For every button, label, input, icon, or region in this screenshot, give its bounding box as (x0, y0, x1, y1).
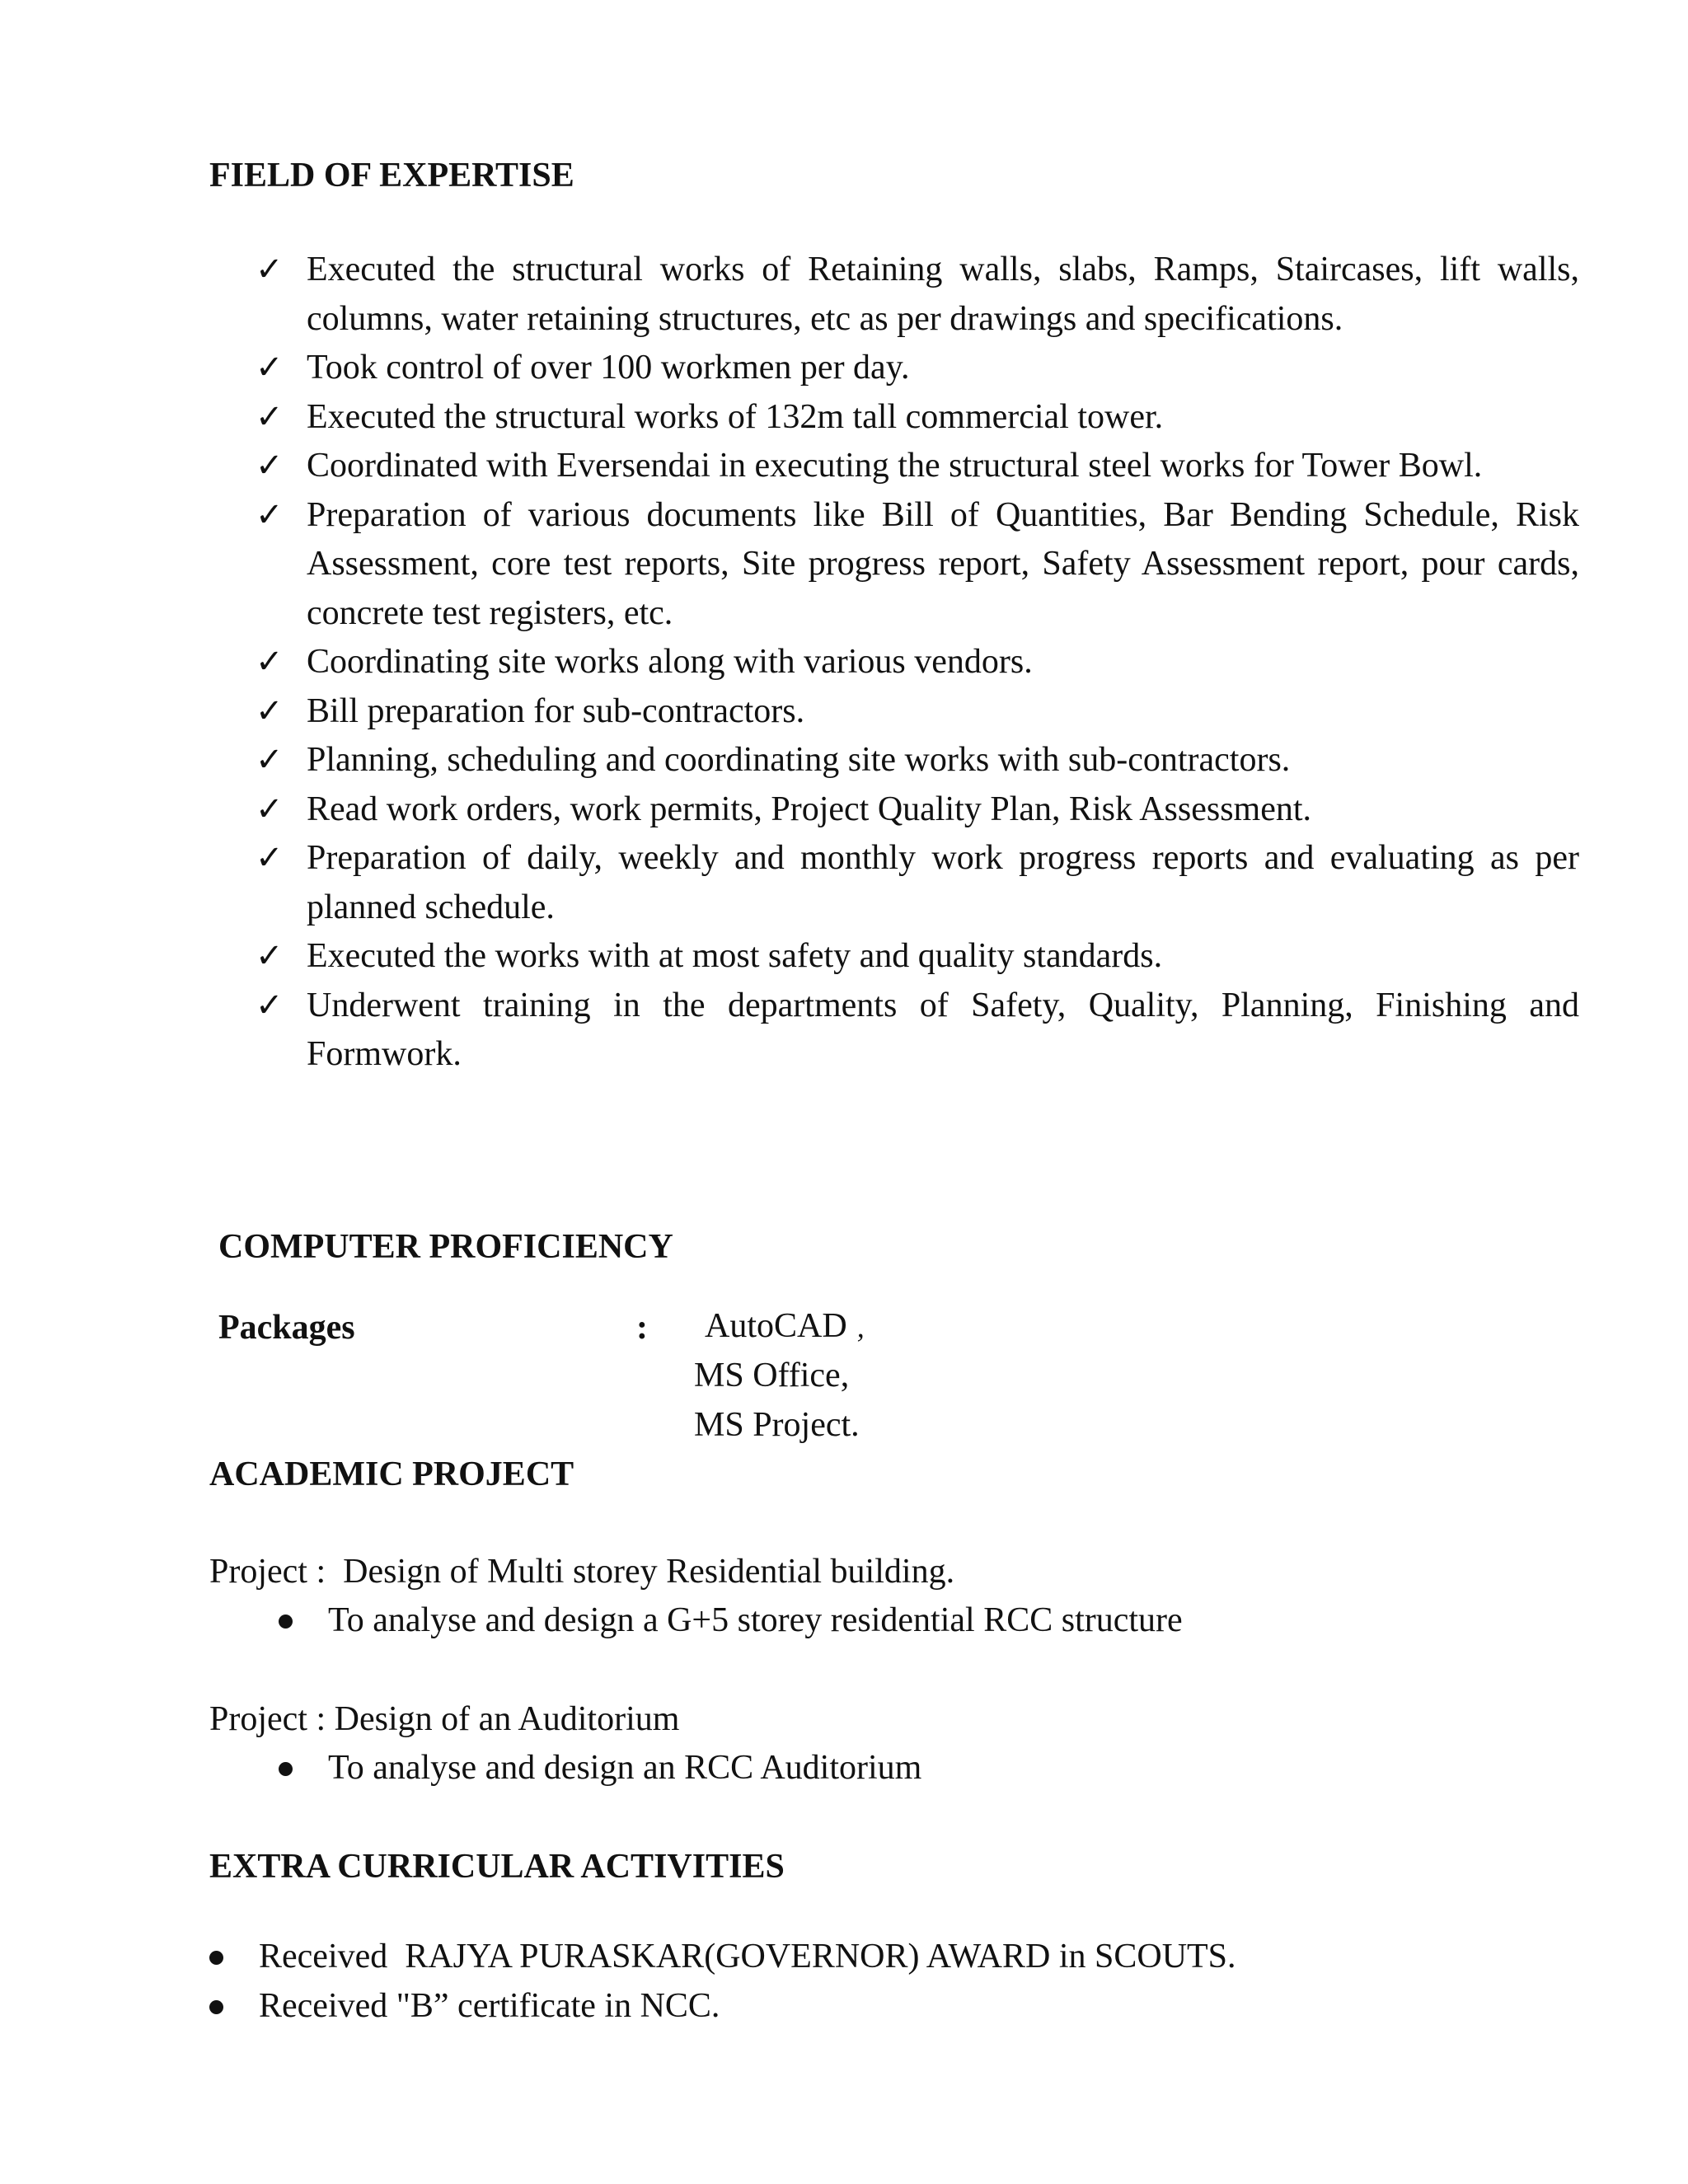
checkmark-icon: ✓ (256, 643, 284, 681)
expertise-item (256, 491, 1579, 639)
expertise-list (256, 246, 1579, 1080)
expertise-item-text: Executed the works with at most safety and quality standards. (307, 937, 1163, 975)
checkmark-icon: ✓ (256, 397, 284, 436)
package-value-ms-project: MS Project. (694, 1406, 860, 1444)
bullet-dot (279, 1762, 293, 1776)
checkmark-icon: ✓ (256, 741, 284, 779)
project-1-bullet-text: To analyse and design a G+5 storey residential RCC structure (328, 1601, 1183, 1639)
expertise-item-text: Preparation of daily, weekly and monthly work progress reports and evaluating as per planned schedule. (307, 839, 1579, 926)
checkmark-icon: ✓ (256, 251, 284, 288)
packages-separator: : (636, 1309, 648, 1347)
expertise-item-text: Read work orders, work permits, Project Quality Plan, Risk Assessment. (307, 790, 1312, 828)
extra-curricular-item-text: Received RAJYA PURASKAR(GOVERNOR) AWARD in SCOUTS. (259, 1938, 1236, 1975)
package-name: AutoCAD (705, 1307, 847, 1345)
bullet-dot (209, 2000, 223, 2014)
expertise-item (256, 442, 1579, 491)
expertise-item-text: Underwent training in the departments of Safety, Quality, Planning, Finishing and Formwork. (307, 986, 1579, 1073)
extra-curricular-item-text: Received "B” certificate in NCC. (259, 1987, 720, 2025)
checkmark-icon: ✓ (256, 839, 284, 877)
checkmark-icon: ✓ (256, 937, 284, 975)
expertise-item (256, 785, 1579, 835)
expertise-item (256, 932, 1579, 982)
expertise-item-text: Executed the structural works of Retaining walls, slabs, Ramps, Staircases, lift walls, columns, water retaining structures, etc as per drawings and specifications. (307, 251, 1579, 338)
bullet-dot (209, 1951, 223, 1965)
expertise-item (256, 246, 1579, 344)
checkmark-icon: ✓ (256, 447, 284, 485)
expertise-item (256, 638, 1579, 687)
checkmark-icon: ✓ (256, 691, 284, 730)
package-value-ms-office: MS Office, (694, 1357, 850, 1394)
field-of-expertise-heading: FIELD OF EXPERTISE (209, 157, 574, 194)
expertise-item (256, 982, 1579, 1080)
project-2-bullet-text: To analyse and design an RCC Auditorium (328, 1749, 922, 1787)
academic-project-heading: ACADEMIC PROJECT (209, 1455, 574, 1493)
expertise-item-text: Executed the structural works of 132m tall commercial tower. (307, 397, 1164, 436)
bullet-dot (279, 1615, 293, 1629)
extra-curricular-heading: EXTRA CURRICULAR ACTIVITIES (209, 1848, 785, 1886)
expertise-item-text: Coordinating site works along with various vendors. (307, 643, 1033, 681)
packages-label: Packages (218, 1309, 355, 1347)
checkmark-icon: ✓ (256, 986, 284, 1024)
computer-proficiency-heading: COMPUTER PROFICIENCY (218, 1228, 673, 1266)
expertise-item (256, 393, 1579, 443)
expertise-item-text: Bill preparation for sub-contractors. (307, 691, 805, 730)
expertise-item-text: Planning, scheduling and coordinating site works with sub-contractors. (307, 741, 1291, 779)
package-value-autocad (705, 1305, 865, 1347)
project-1-title: Project : Design of Multi storey Residential building. (209, 1553, 955, 1591)
expertise-item (256, 736, 1579, 785)
project-2-title: Project : Design of an Auditorium (209, 1700, 680, 1738)
expertise-item-text: Coordinated with Eversendai in executing the structural steel works for Tower Bowl. (307, 447, 1483, 485)
expertise-item (256, 344, 1579, 393)
checkmark-icon: ✓ (256, 495, 284, 534)
expertise-item-text: Preparation of various documents like Bill of Quantities, Bar Bending Schedule, Risk Assessment, core test reports, Site progress report, Safety Assessment report, pour cards, concrete test registers, etc. (307, 495, 1579, 632)
checkmark-icon: ✓ (256, 349, 284, 387)
expertise-item-text: Took control of over 100 workmen per day. (307, 349, 910, 387)
checkmark-icon: ✓ (256, 790, 284, 828)
expertise-item (256, 687, 1579, 737)
expertise-item (256, 834, 1579, 932)
package-comma: , (856, 1310, 865, 1343)
